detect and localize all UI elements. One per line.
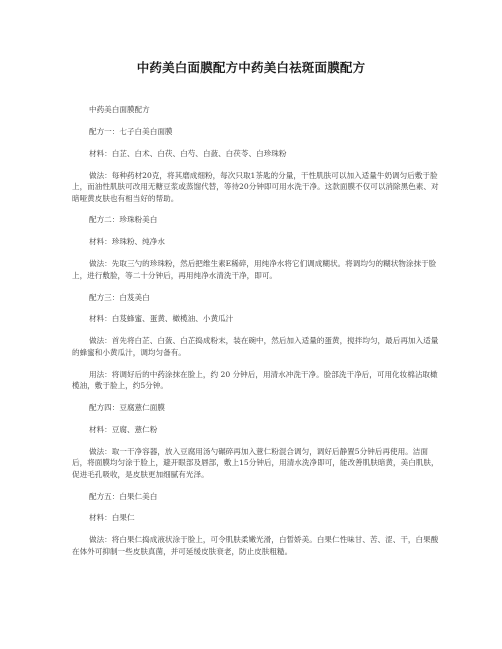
recipe-heading-2: 配方二：珍珠粉美白 xyxy=(89,215,158,225)
recipe-5-materials: 材料：白果仁 xyxy=(89,513,135,523)
section-heading: 中药美白面膜配方 xyxy=(89,105,150,114)
recipe-3-method: 做法：首先将白芷、白蔹、白芷捣成粉末，装在碗中，然后加入适量的蛋黄，搅拌均匀，最后再加入适量的蜂蜜和小黄瓜汁，调均匀备有。 xyxy=(72,336,439,357)
recipe-heading-3: 配方三：白芨美白 xyxy=(89,292,150,302)
document-body xyxy=(72,104,440,568)
recipe-3-materials: 材料：白芨蜂蜜、蛋黄、橄榄油、小黄瓜汁 xyxy=(89,314,234,324)
recipe-1-materials: 材料：白芷、白术、白茯、白芍、白蔹、白茯苓、白珍珠粉 xyxy=(89,148,287,158)
document-title: 中药美白面膜配方中药美白祛斑面膜配方 xyxy=(136,60,366,75)
recipe-1-method: 做法：每种药材20克，将其磨成细粉，每次只取1茶匙的分量，干性肌肤可以加入适量牛奶调匀后敷于脸上，而油性肌肤可改用无糖豆浆或蒸馏代替，等待20分钟即可用水洗干净。这款面膜不仅可以消除黑色素、对暗哑黄皮肤也有相当好的帮助。 xyxy=(72,170,439,203)
recipe-2-materials: 材料：珍珠粉、纯净水 xyxy=(89,237,165,247)
recipe-3-usage: 用法：将调好后的中药涂抹在脸上，约 20 分钟后，用清水冲洗干净。脸部洗干净后，可用化妆棉沾取橄榄油，敷于脸上，约5分钟。 xyxy=(72,369,438,391)
recipe-heading-5: 配方五：白果仁美白 xyxy=(89,491,158,501)
recipe-5-method: 做法：将白果仁捣成液状涂于脸上，可令肌肤柔嫩光滑，白皙娇美。白果仁性味甘、苦、涩、干，白果酸在体外可抑制一些皮肤真菌，并可延缓皮肤衰老，防止皮肤粗糙。 xyxy=(72,535,439,556)
recipe-2-method: 做法：先取三勺的珍珠粉，然后把维生素E稀碎，用纯净水将它们调成糊状。将调均匀的糊状物涂抹于脸上，进行敷脸，等二十分钟后，再用纯净水清洗干净，即可。 xyxy=(72,259,437,280)
recipe-heading-1: 配方一：七子白美白面膜 xyxy=(89,126,173,136)
recipe-4-materials: 材料：豆腐、薏仁粉 xyxy=(89,424,158,434)
recipe-heading-4: 配方四：豆腐薏仁面膜 xyxy=(89,403,165,412)
recipe-4-method: 做法：取一干净容器，放入豆腐用汤勺碾碎再加入薏仁粉混合调匀，调好后静置5分钟后再使用。洁面后，将面膜均匀涂于脸上，避开眼部及唇部，敷上15分钟后，用清水洗净即可，能改善肌肤暗黄，美白肌肤，促进毛孔吸收，是皮肤更加细腻有光泽。 xyxy=(72,446,439,479)
